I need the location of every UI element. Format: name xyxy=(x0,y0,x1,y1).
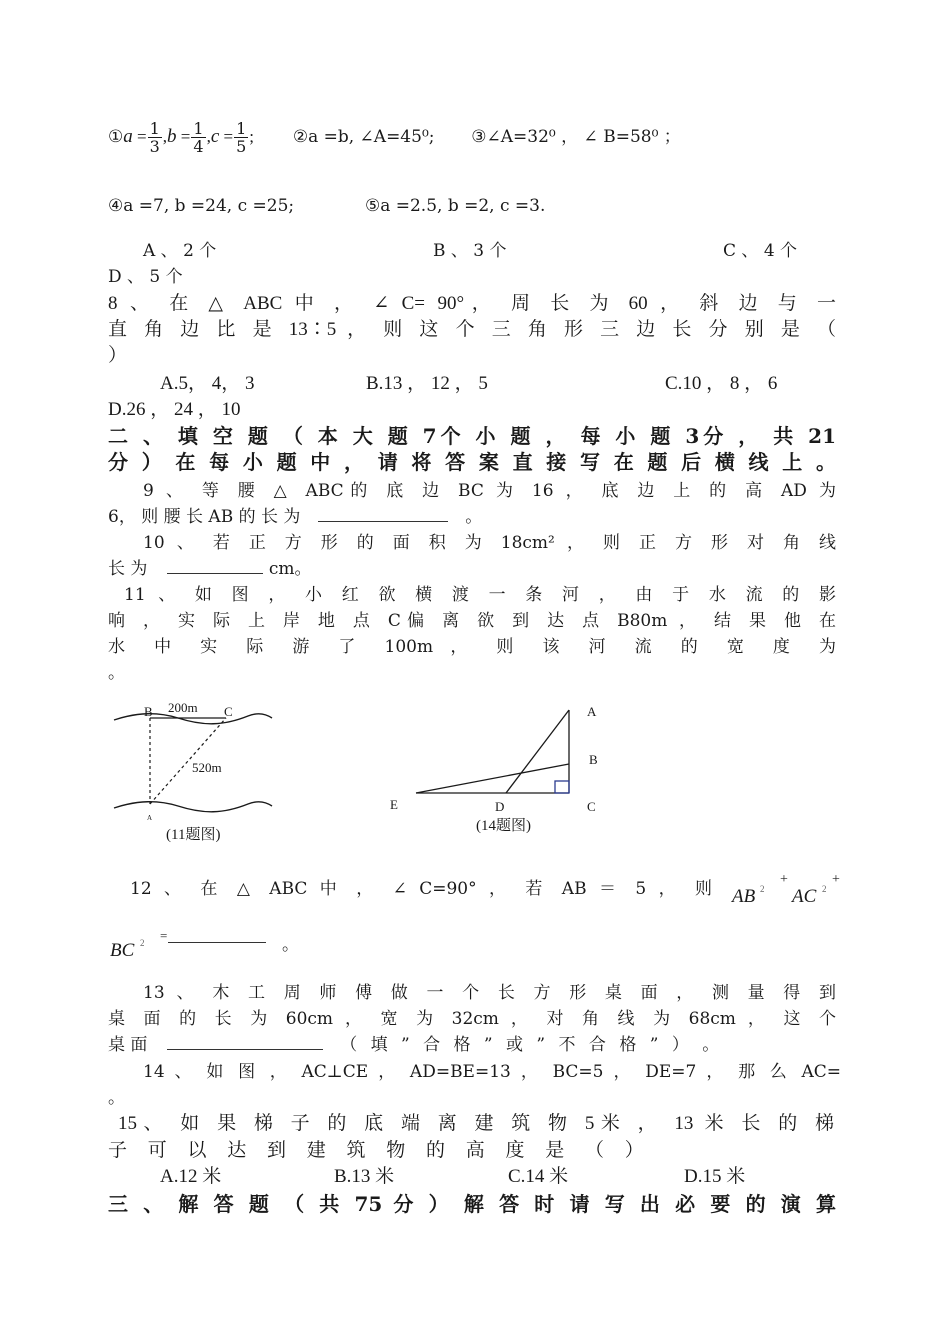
q12-line1: 12 、 在 △ ABC 中 ， ∠ C=90° ， 若 AB ＝ 5 ， 则 xyxy=(130,879,712,899)
label-c: C xyxy=(587,799,596,814)
q11-line4: 。 xyxy=(108,663,125,683)
river-bottom-bank xyxy=(114,802,272,812)
q9-answer-blank[interactable] xyxy=(318,521,448,522)
q13-answer-blank[interactable] xyxy=(167,1049,323,1050)
q7-cond2: ②a =b, ∠A=45⁰; xyxy=(292,127,435,147)
q7-option-a: A 、 2 个 xyxy=(143,241,217,261)
q15-line1: 15、 如 果 梯 子 的 底 端 离 建 筑 物 5米 ， 13 米 长 的 梯 xyxy=(118,1113,834,1134)
q15-option-b: B.13 米 xyxy=(334,1166,395,1187)
q7-option-b: B 、 3 个 xyxy=(433,241,507,261)
q14-line1: 14 、 如 图 ， AC⊥CE ， AD=BE=13 ， BC=5 ， DE=7 ， 那 么 AC= xyxy=(143,1062,841,1082)
q13-line1: 13 、 木 工 周 师 傅 做 一 个 长 方 形 桌 面 ， 测 量 得 到 xyxy=(143,983,836,1003)
q7-option-c: C 、 4 个 xyxy=(723,241,798,261)
q13-line3: 桌 面 （ 填 ” 合 格 ” 或 ” 不 合 格 ” ） 。 xyxy=(108,1035,724,1055)
section3-heading-line1: 三 、 解 答 题 （ 共 75 分 ） 解 答 时 请 写 出 必 要 的 演 算 xyxy=(108,1192,836,1216)
figure-11-caption: (11题图) xyxy=(166,827,221,843)
figure-14-caption: (14题图) xyxy=(476,818,531,834)
q15-option-c: C.14 米 xyxy=(508,1166,569,1187)
label-b: B xyxy=(144,704,153,719)
q15-option-a: A.12 米 xyxy=(160,1166,222,1187)
label-a: A xyxy=(587,704,597,719)
q7-option-d: D 、 5 个 xyxy=(108,267,183,287)
q7-cond3: ③∠A=32⁰ ， ∠ B=58⁰ ； xyxy=(471,127,681,147)
q7-fraction-1: $\frac{1}{3}$ xyxy=(149,119,160,156)
q7-cond5: ⑤a =2.5, b =2, c =3. xyxy=(364,196,546,216)
q10-answer-blank[interactable] xyxy=(167,573,263,574)
label-b: B xyxy=(589,752,598,767)
label-d: D xyxy=(495,799,505,814)
q8-option-a: A.5， 4， 3 xyxy=(160,373,255,394)
q11-line1: 11 、 如 图 ， 小 红 欲 横 渡 一 条 河 ， 由 于 水 流 的 影 xyxy=(124,585,836,605)
q9-line2: 6， 则 腰 长 AB 的 长 为 。 xyxy=(108,507,483,527)
label-c: C xyxy=(224,704,233,719)
label-a: A xyxy=(147,814,153,822)
q7-cond4: ④a =7, b =24, c =25; xyxy=(108,196,295,216)
section2-heading-line1: 二 、 填 空 题 （ 本 大 题 7个 小 题 ， 每 小 题 3分 ， 共 21 xyxy=(108,424,836,448)
line-eb xyxy=(416,764,569,793)
river-top-bank xyxy=(114,714,272,724)
figure-11-river xyxy=(108,698,288,848)
q10-line1: 10 、 若 正 方 形 的 面 积 为 18cm² ， 则 正 方 形 对 角 线 xyxy=(143,533,836,553)
q8-option-d: D.26 ， 24 ， 10 xyxy=(108,399,241,420)
section2-heading-line2: 分 ） 在 每 小 题 中 ， 请 将 答 案 直 接 写 在 题 后 横 线 上 。 xyxy=(108,450,836,474)
q12-bc2-line: BC 2 = 。 xyxy=(110,928,299,961)
q7-cond1: ①a = $\frac{1}{3}$ ,b = $\frac{1}{4}$ ,c = $\frac{1}{5}$ ; xyxy=(108,119,255,156)
q15-line2: 子 可 以 达 到 建 筑 物 的 高 度 是 （ ） xyxy=(108,1140,652,1161)
label-520m: 520m xyxy=(192,760,222,775)
q10-line2: 长 为 cm。 xyxy=(108,559,312,579)
q11-line3: 水 中 实 际 游 了 100m ， 则 该 河 流 的 宽 度 为 xyxy=(108,637,836,657)
q7-conditions-row1 xyxy=(108,120,836,155)
q8-option-b: B.13 ， 12 ， 5 xyxy=(366,373,488,394)
label-200m: 200m xyxy=(168,700,198,715)
q13-line2: 桌 面 的 长 为 60cm ， 宽 为 32cm ， 对 角 线 为 68cm ， 这 个 xyxy=(108,1009,836,1029)
q15-option-d: D.15 米 xyxy=(684,1166,746,1187)
figure-14-triangles xyxy=(384,696,614,838)
q8-line2: 直 角 边 比 是 13∶5 ， 则 这 个 三 角 形 三 边 长 分 别 是 （ xyxy=(108,319,836,340)
q8-line1: 8 、 在 △ ABC 中 ， ∠ C= 90°， 周 长 为 60 ， 斜 边 与 一 xyxy=(108,293,836,314)
q12-ab2-ac2: AB 2 + AC 2 + xyxy=(732,872,840,907)
q9-line1: 9 、 等 腰 △ ABC的 底 边 BC 为 16 ， 底 边 上 的 高 AD 为 xyxy=(143,481,836,501)
label-e: E xyxy=(390,797,398,812)
q7-fraction-2: $\frac{1}{4}$ xyxy=(193,119,204,156)
right-angle-mark xyxy=(555,781,569,793)
q14-line2: 。 xyxy=(108,1088,125,1108)
q7-conditions-row2 xyxy=(108,196,836,216)
q7-fraction-3: $\frac{1}{5}$ xyxy=(236,119,247,156)
q8-option-c: C.10 ， 8 ， 6 xyxy=(665,373,778,394)
q12-answer-blank[interactable] xyxy=(168,942,266,943)
q8-line3: ） xyxy=(108,345,128,366)
q11-line2: 响 ， 实 际 上 岸 地 点 C偏 离 欲 到 达 点 B80m ， 结 果 他 在 xyxy=(108,611,836,631)
